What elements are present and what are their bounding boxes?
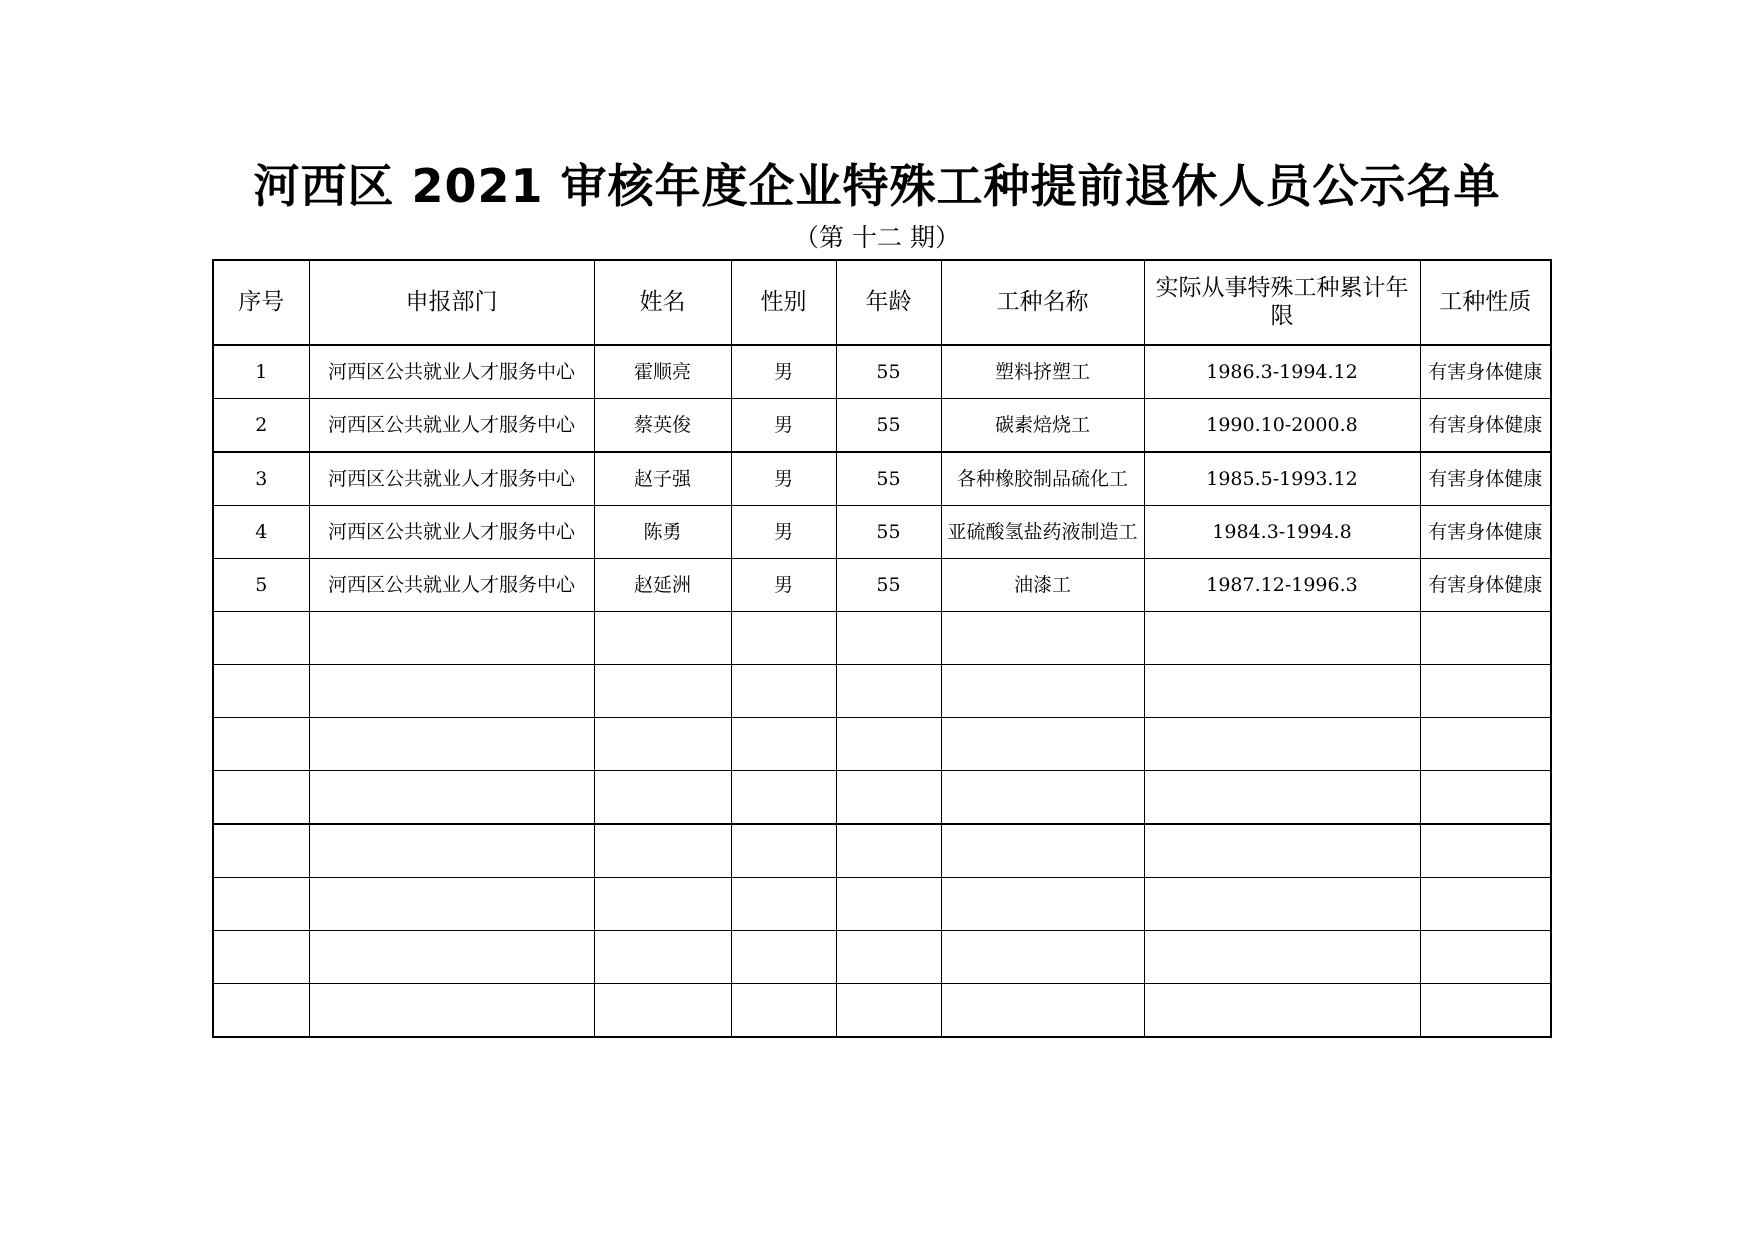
empty-row [213,665,1551,718]
cell-job-name: 各种橡胶制品硫化工 [941,452,1144,506]
cell-no: 1 [213,345,309,399]
cell-department: 河西区公共就业人才服务中心 [309,345,594,399]
page-title: 河西区 2021 审核年度企业特殊工种提前退休人员公示名单 [253,159,1501,213]
cell-job-name: 油漆工 [941,559,1144,612]
table-row [213,452,1551,506]
header-gender: 性别 [731,260,836,345]
cell-gender: 男 [731,452,836,506]
header-job-name: 工种名称 [941,260,1144,345]
cell-years: 1985.5-1993.12 [1144,452,1420,506]
header-name: 姓名 [594,260,731,345]
cell-no: 3 [213,452,309,506]
empty-row [213,718,1551,771]
table-row [213,345,1551,399]
cell-years: 1986.3-1994.12 [1144,345,1420,399]
cell-gender: 男 [731,506,836,559]
header-department: 申报部门 [309,260,594,345]
table-row [213,506,1551,559]
cell-age: 55 [836,345,941,399]
cell-name: 赵延洲 [594,559,731,612]
cell-age: 55 [836,559,941,612]
cell-job-name: 碳素焙烧工 [941,399,1144,453]
cell-name: 霍顺亮 [594,345,731,399]
cell-name: 陈勇 [594,506,731,559]
table-header-row [213,260,1551,345]
cell-no: 4 [213,506,309,559]
empty-row [213,931,1551,984]
cell-years: 1987.12-1996.3 [1144,559,1420,612]
cell-department: 河西区公共就业人才服务中心 [309,506,594,559]
cell-no: 5 [213,559,309,612]
cell-department: 河西区公共就业人才服务中心 [309,399,594,453]
cell-age: 55 [836,506,941,559]
cell-job-name: 亚硫酸氢盐药液制造工 [941,506,1144,559]
cell-job-nature: 有害身体健康 [1420,559,1551,612]
table-row [213,399,1551,453]
empty-row [213,984,1551,1038]
cell-department: 河西区公共就业人才服务中心 [309,559,594,612]
header-age: 年龄 [836,260,941,345]
empty-row [213,771,1551,825]
empty-row [213,824,1551,878]
cell-age: 55 [836,452,941,506]
table-row [213,559,1551,612]
cell-name: 赵子强 [594,452,731,506]
header-years: 实际从事特殊工种累计年限 [1144,260,1420,345]
cell-job-name: 塑料挤塑工 [941,345,1144,399]
cell-job-nature: 有害身体健康 [1420,399,1551,453]
empty-row [213,878,1551,931]
cell-gender: 男 [731,559,836,612]
cell-years: 1984.3-1994.8 [1144,506,1420,559]
header-job-nature: 工种性质 [1420,260,1551,345]
cell-job-nature: 有害身体健康 [1420,506,1551,559]
cell-job-nature: 有害身体健康 [1420,345,1551,399]
cell-years: 1990.10-2000.8 [1144,399,1420,453]
cell-name: 蔡英俊 [594,399,731,453]
retiree-table [212,259,1552,1038]
empty-row [213,612,1551,665]
cell-gender: 男 [731,345,836,399]
cell-gender: 男 [731,399,836,453]
issue-subtitle: （第 十二 期） [794,223,960,252]
cell-age: 55 [836,399,941,453]
header-no: 序号 [213,260,309,345]
cell-no: 2 [213,399,309,453]
cell-department: 河西区公共就业人才服务中心 [309,452,594,506]
cell-job-nature: 有害身体健康 [1420,452,1551,506]
